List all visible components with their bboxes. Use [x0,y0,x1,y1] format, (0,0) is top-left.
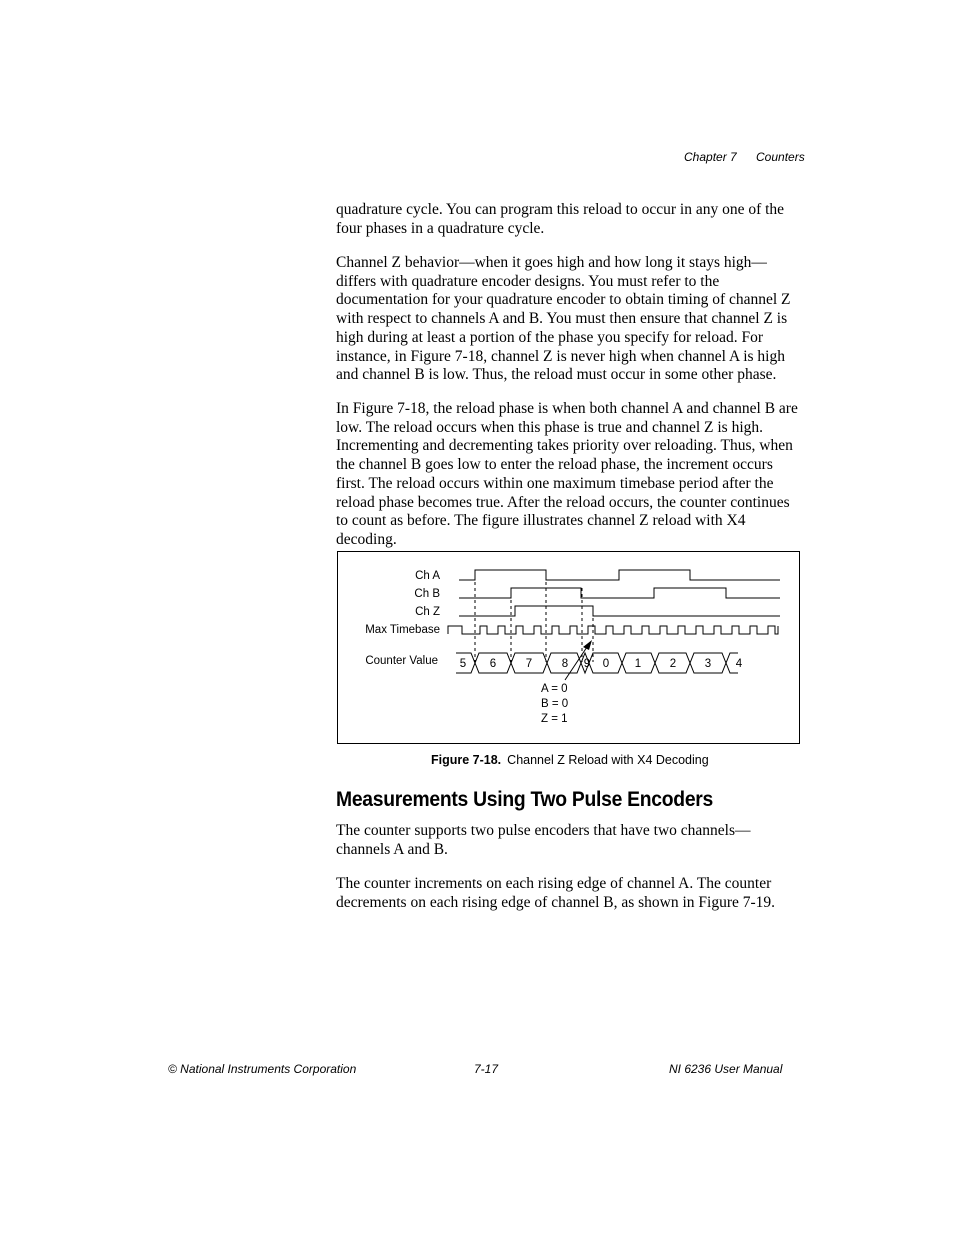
paragraph-1: quadrature cycle. You can program this reload to occur in any one of the four phases in a quadrature cycle. [336,201,785,237]
counter-bus-bottom [456,663,738,673]
counter-value: 5 [459,658,467,670]
section-heading: Measurements Using Two Pulse Encoders [336,788,714,811]
caption-number: Figure 7-18. [431,753,502,767]
counter-value: 0 [602,658,610,670]
waveform-ch-a [459,570,780,580]
counter-value: 8 [561,658,569,670]
page-header [0,150,954,166]
waveform-ch-b [459,588,780,598]
counter-value: 7 [525,658,533,670]
counter-value: 1 [634,658,642,670]
footer-copyright: © National Instruments Corporation [168,1062,357,1076]
paragraph-4: The counter supports two pulse encoders that have two channels—channels A and B. [336,822,751,858]
paragraph-5: The counter increments on each rising edge of channel A. The counter decrements on each rising edge of channel B, as shown in Figure 7-19. [336,875,776,911]
counter-value: 2 [669,658,677,670]
annotation-a: A = 0 [541,683,568,695]
caption-text: Channel Z Reload with X4 Decoding [507,753,709,767]
counter-value: 6 [489,658,497,670]
counter-bus-top [456,653,738,663]
annotation-z: Z = 1 [541,713,568,725]
paragraph-2: Channel Z behavior—when it goes high and how long it stays high—differs with quadrature encoder designs. You must refer to the documentation for your quadrature encoder to obtain timing of channel Z with respect to channels A and B. You must then ensure that channel Z is high during at least a portion of the phase you specify for reload. For instance, in Figure 7-18, channel Z is never high when channel A is high and channel B is low. Thus, the reload must occur in some other phase. [336,254,791,384]
counter-value: 4 [735,658,743,670]
page-number: 7-17 [474,1062,499,1076]
waveform-max-timebase [448,626,778,634]
label-ch-a: Ch A [415,570,440,582]
label-max-timebase: Max Timebase [365,624,440,636]
header-chapter: Chapter 7 [684,150,737,164]
footer-manual-title: NI 6236 User Manual [669,1062,783,1076]
paragraph-3: In Figure 7-18, the reload phase is when both channel A and channel B are low. The reload occurs when this phase is true and channel Z is high. Incrementing and decrementing takes priority over reloading. Thus, when the channel B goes low to enter the reload phase, the increment occurs first. The reload occurs within one maximum timebase period after the reload phase becomes true. After the reload occurs, the counter continues to count as before. The figure illustrates channel Z reload with X4 decoding. [336,400,798,548]
annotation-arrow-head [583,640,592,650]
header-title: Counters [756,150,805,164]
annotation-b: B = 0 [541,698,569,710]
label-counter-value: Counter Value [365,655,438,667]
timing-diagram [337,551,800,744]
label-ch-z: Ch Z [415,606,440,618]
waveform-ch-z [459,606,780,616]
label-ch-b: Ch B [414,588,440,600]
counter-value: 9 [583,658,591,670]
counter-value: 3 [704,658,712,670]
